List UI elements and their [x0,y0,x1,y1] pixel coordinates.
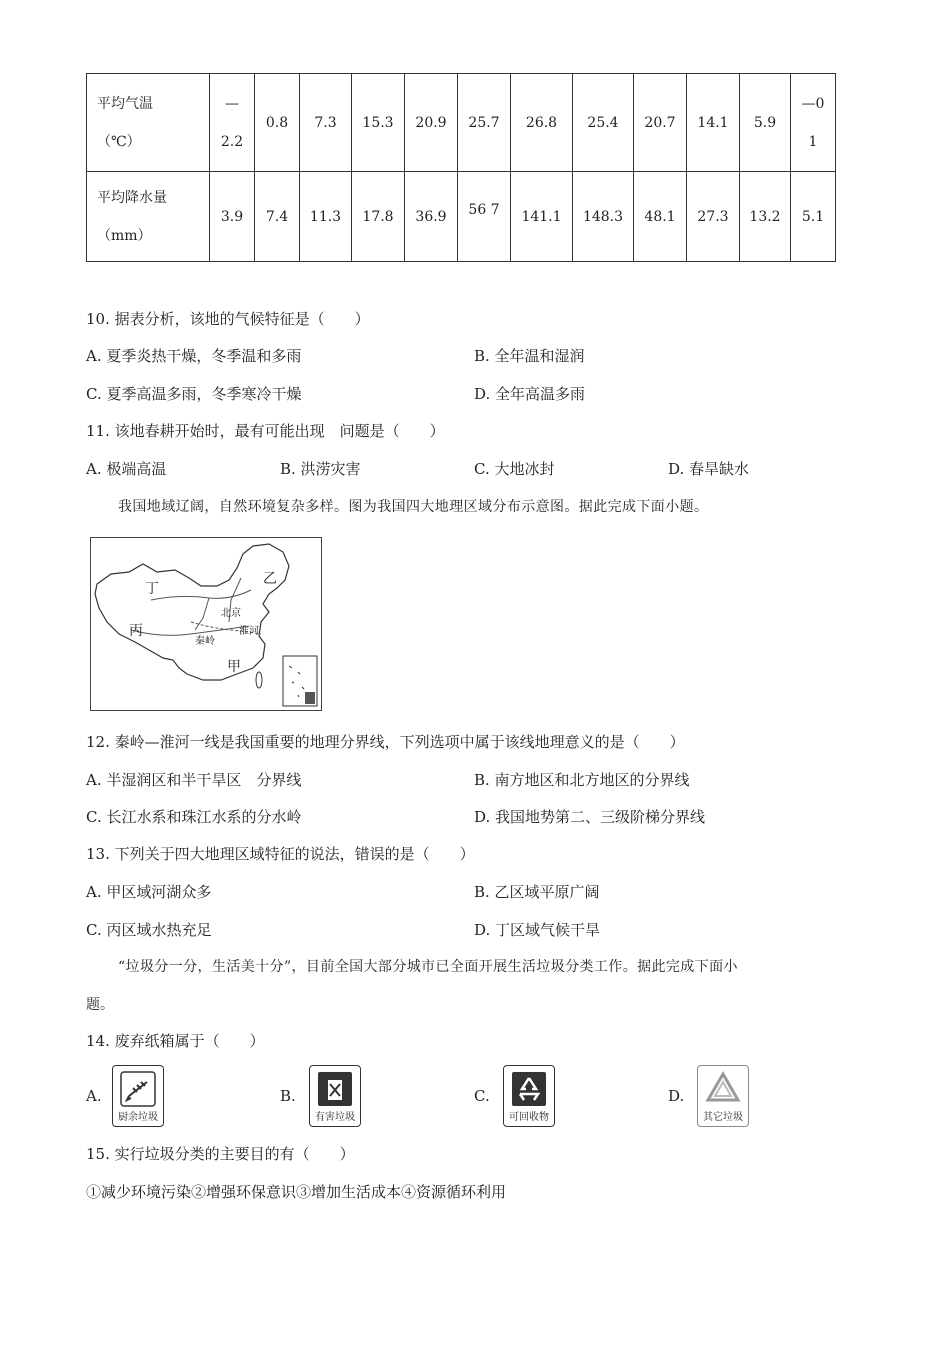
map-label-huaihe: 淮河 [239,626,259,637]
question-11-stem: 11. 该地春耕开始时，最有可能出现 问题是（ ） [86,422,445,440]
q14-option-a: A. [86,1087,102,1105]
map-label-beijing: 北京 [221,608,241,619]
q13-option-c: C. 丙区域水热充足 [86,921,212,939]
row-label: 平均气温 [97,95,153,112]
recycle-icon [510,1070,548,1108]
cell-value: 1 [808,133,818,150]
q12-option-c: C. 长江水系和珠江水系的分水岭 [86,808,302,826]
climate-table [86,73,836,262]
table-cell: 20.9 [405,74,458,172]
intro-paragraph-garbage-cont: 题。 [86,997,114,1013]
intro-paragraph-regions: 我国地域辽阔，自然环境复杂多样。图为我国四大地理区域分布示意图。据此完成下面小题。 [118,499,709,515]
q12-option-d: D. 我国地势第二、三级阶梯分界线 [474,808,706,826]
q11-option-c: C. 大地冰封 [474,460,555,478]
table-cell: 56 7 [458,172,511,262]
cell-value: — [225,95,239,112]
china-map-outline [91,538,321,710]
q14-option-d: D. [668,1087,685,1105]
icon-caption: 有害垃圾 [315,1112,355,1123]
table-cell: 7.4 [255,172,300,262]
q10-option-b: B. 全年温和湿润 [474,347,585,365]
question-14-stem: 14. 废弃纸箱属于（ ） [86,1032,265,1050]
table-cell: 25.7 [458,74,511,172]
map-label-jia: 甲 [227,659,241,675]
q13-option-b: B. 乙区域平原广阔 [474,883,600,901]
china-regions-map [90,537,322,711]
table-cell: 27.3 [687,172,740,262]
q14-option-b: B. [280,1087,296,1105]
q10-option-d: D. 全年高温多雨 [474,385,586,403]
hazardous-waste-icon [309,1065,361,1127]
table-cell: 13.2 [740,172,791,262]
q11-option-a: A. 极端高温 [86,460,167,478]
map-label-bing: 丙 [129,623,143,639]
q12-option-b: B. 南方地区和北方地区的分界线 [474,771,690,789]
question-13-stem: 13. 下列关于四大地理区域特征的说法，错误的是（ ） [86,845,475,863]
intro-paragraph-garbage: “垃圾分一分，生活美十分”，目前全国大部分城市已全面开展生活垃圾分类工作。据此完成下面小 [118,959,738,975]
icon-caption: 厨余垃圾 [118,1112,158,1123]
question-15-stem: 15. 实行垃圾分类的主要目的有（ ） [86,1145,355,1163]
table-cell: 148.3 [573,172,634,262]
table-cell: 141.1 [511,172,573,262]
table-row [87,172,836,262]
table-cell: 14.1 [687,74,740,172]
icon-caption: 可回收物 [509,1112,549,1123]
question-15-items: ①减少环境污染②增强环保意识③增加生活成本④资源循环利用 [86,1183,507,1201]
q12-option-a: A. 半湿润区和半干旱区 分界线 [86,771,302,789]
q11-option-d: D. 春旱缺水 [668,460,750,478]
battery-crossed-icon [316,1070,354,1108]
table-cell: 17.8 [352,172,405,262]
table-cell: 25.4 [573,74,634,172]
table-cell: 15.3 [352,74,405,172]
cell-value: —0 [801,95,825,112]
row-header-temp [87,74,210,172]
map-label-yi: 乙 [263,571,277,587]
map-label-qinling: 秦岭 [195,636,215,647]
row-unit: （mm） [97,227,152,244]
fishbone-icon [119,1070,157,1108]
table-cell: 5.9 [740,74,791,172]
recyclable-icon [503,1065,555,1127]
q11-option-b: B. 洪涝灾害 [280,460,361,478]
table-cell: 36.9 [405,172,458,262]
table-cell: 26.8 [511,74,573,172]
table-cell: 7.3 [300,74,352,172]
table-cell: 48.1 [634,172,687,262]
icon-caption: 其它垃圾 [703,1112,743,1123]
table-cell: 0.8 [255,74,300,172]
table-row [87,74,836,172]
q10-option-a: A. 夏季炎热干燥，冬季温和多雨 [86,347,302,365]
table-cell: 3.9 [210,172,255,262]
question-10-stem: 10. 据表分析，该地的气候特征是（ ） [86,310,370,328]
q13-option-d: D. 丁区域气候干旱 [474,921,601,939]
row-label: 平均降水量 [97,189,167,206]
row-unit: （℃） [97,133,141,150]
table-cell [791,74,836,172]
table-cell: 5.1 [791,172,836,262]
triangle-recycle-icon [704,1070,742,1108]
table-cell [210,74,255,172]
map-label-ding: 丁 [145,581,159,597]
cell-value: 2.2 [220,133,244,150]
q13-option-a: A. 甲区域河湖众多 [86,883,212,901]
table-cell: 11.3 [300,172,352,262]
other-waste-icon [697,1065,749,1127]
question-12-stem: 12. 秦岭—淮河一线是我国重要的地理分界线，下列选项中属于该线地理意义的是（ ） [86,733,685,751]
table-cell: 20.7 [634,74,687,172]
q10-option-c: C. 夏季高温多雨，冬季寒冷干燥 [86,385,302,403]
q14-option-c: C. [474,1087,490,1105]
row-header-precip [87,172,210,262]
kitchen-waste-icon [112,1065,164,1127]
